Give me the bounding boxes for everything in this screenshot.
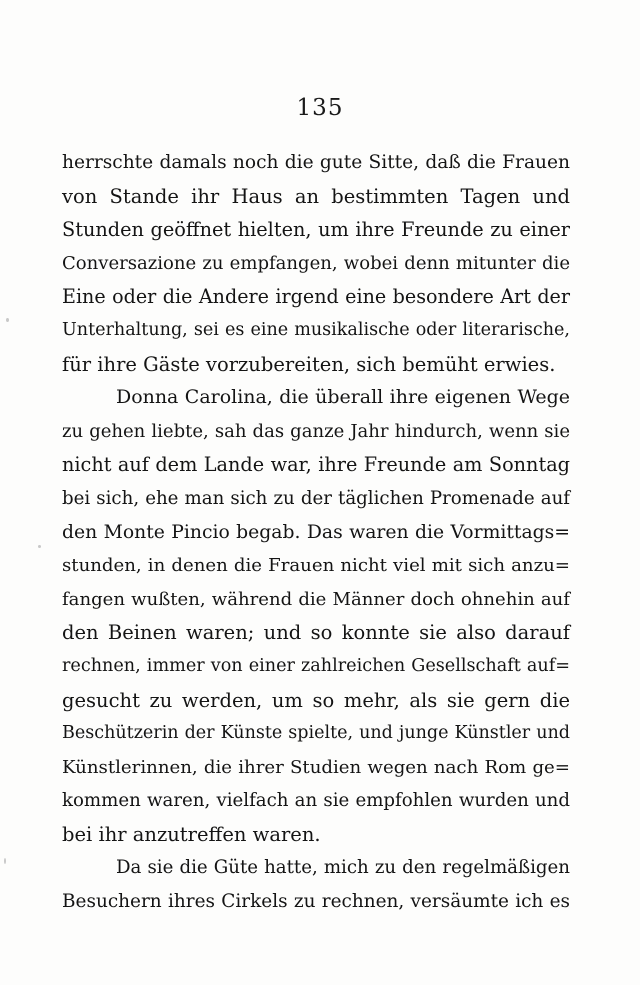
text-line: nicht auf dem Lande war, ihre Freunde am Sonntag: [62, 453, 570, 477]
scan-speck: [4, 858, 6, 864]
text-line: Stunden geöffnet hielten, um ihre Freunde zu einer: [62, 218, 570, 242]
page-number: 135: [296, 95, 344, 121]
text-line: Conversazione zu empfangen, wobei denn mitunter die: [62, 252, 570, 274]
scan-speck: [6, 318, 9, 322]
text-line: rechnen, immer von einer zahlreichen Gesellschaft auf=: [62, 655, 570, 676]
text-line: Künstlerinnen, die ihrer Studien wegen nach Rom ge=: [62, 756, 570, 778]
text-line: fangen wußten, während die Männer doch ohnehin auf: [62, 588, 570, 610]
text-line: Da sie die Güte hatte, mich zu den regelmäßigen: [116, 857, 570, 879]
text-line: Beschützerin der Künste spielte, und junge Künstler und: [62, 723, 570, 744]
text-line: den Monte Pincio begab. Das waren die Vormittags=: [62, 521, 570, 543]
text-line: für ihre Gäste vorzubereiten, sich bemüht erwies.: [62, 352, 556, 376]
paragraph: [62, 381, 570, 851]
scan-speck: [38, 545, 41, 548]
text-line: Besuchern ihres Cirkels zu rechnen, versäumte ich es: [62, 891, 570, 913]
paragraph: [62, 851, 570, 918]
text-line: gesucht zu werden, um so mehr, als sie gern die: [62, 688, 570, 712]
text-line: den Beinen waren; und so konnte sie also darauf: [62, 621, 570, 645]
paragraph: [62, 146, 570, 381]
text-line: Donna Carolina, die überall ihre eigenen Wege: [116, 386, 570, 409]
text-line: Eine oder die Andere irgend eine besondere Art der: [62, 285, 570, 309]
text-line: Unterhaltung, sei es eine musikalische oder literarische,: [62, 319, 570, 340]
text-line: bei sich, ehe man sich zu der täglichen Promenade auf: [62, 487, 570, 509]
text-line: kommen waren, vielfach an sie empfohlen wurden und: [62, 790, 570, 812]
text-line: bei ihr anzutreffen waren.: [62, 822, 321, 846]
text-line: herrschte damals noch die gute Sitte, daß die Frauen: [62, 152, 570, 173]
text-line: zu gehen liebte, sah das ganze Jahr hindurch, wenn sie: [62, 420, 570, 442]
page-body: [62, 146, 570, 919]
text-line: von Stande ihr Haus an bestimmten Tagen und: [62, 184, 570, 208]
text-line: stunden, in denen die Frauen nicht viel mit sich anzu=: [62, 555, 570, 577]
